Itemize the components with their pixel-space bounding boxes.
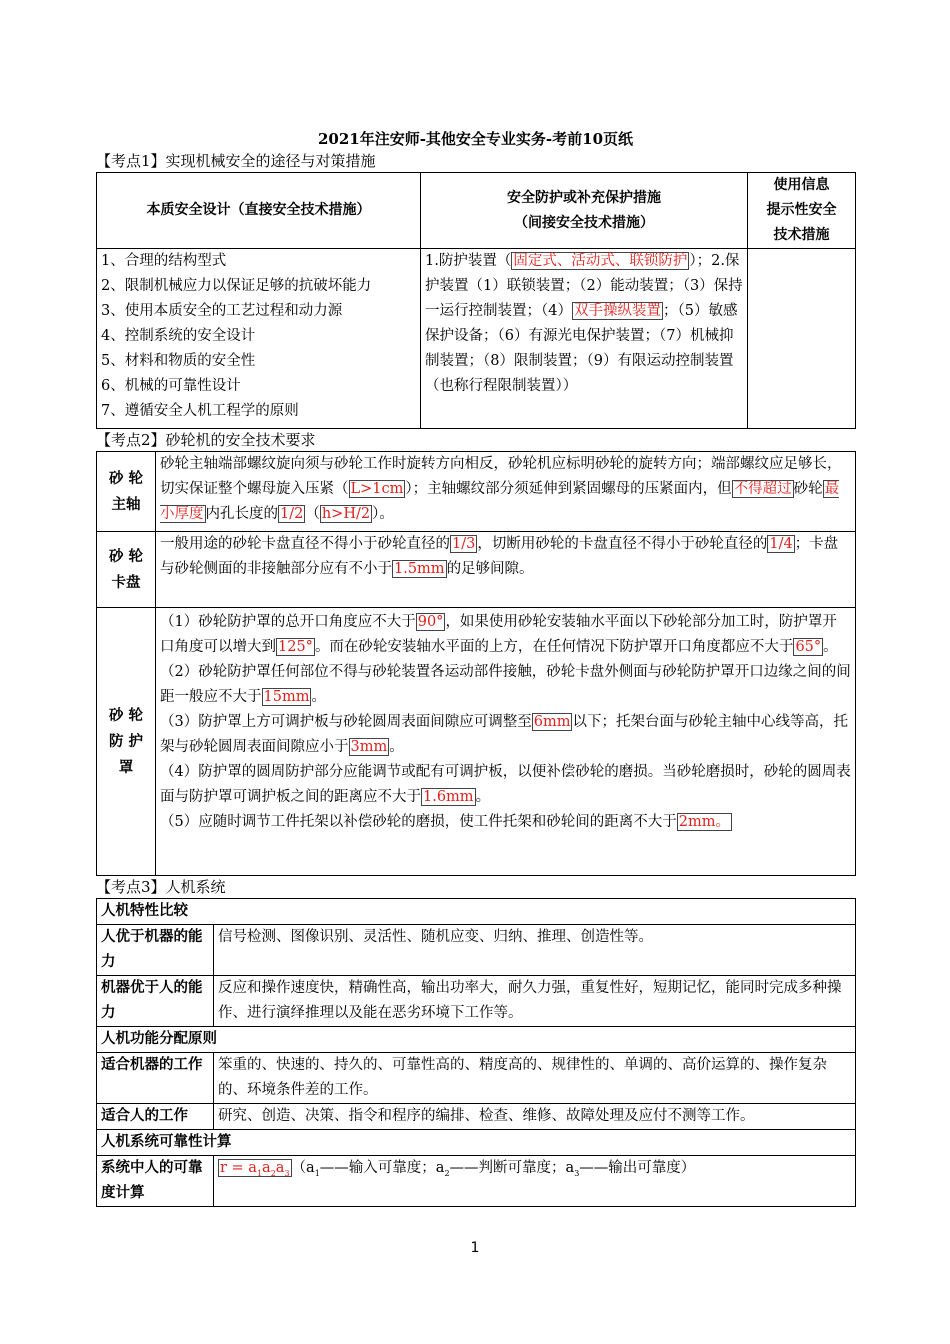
list-item: 1、合理的结构型式 (101, 253, 227, 269)
group-heading-reliability: 人机系统可靠性计算 (97, 1130, 856, 1156)
highlight: 1.6mm (423, 789, 474, 805)
mechanical-safety-table (96, 172, 856, 429)
guard-text (156, 608, 856, 876)
document-title: 2021年注安师-其他安全专业实务-考前10页纸 (317, 130, 634, 148)
machine-work-text: 笨重的、快速的、持久的、可靠性高的、精度高的、规律性的、单调的、高价运算的、操作复杂的、环境条件差的工作。 (214, 1053, 856, 1104)
guard-paragraph: （5）应随时调节工件托架以补偿砂轮的磨损，使工件托架和砂轮间的距离不大于 2mm。 (160, 814, 730, 830)
row-label-spindle: 砂 轮 主轴 (97, 452, 156, 532)
row-label-human-work: 适合人的工作 (97, 1104, 214, 1130)
highlight: 15mm (263, 689, 310, 705)
protective-measures-text: 1.防护装置（ 固定式、活动式、联锁防护 ）；2.保护装置（1）联锁装置；（2）能动装置；（3）保持一运行控制装置；（4） 双手操纵装置 ；（5）敏感保护设备；（6）有源光电保护装置；（7）机械抑制装置；（8）限制装置；（9）有限运动控制装置（也称行程限制装置）） (421, 249, 748, 429)
machine-better-text: 反应和操作速度快，精确性高，输出功率大，耐久力强，重复性好，短期记忆，能同时完成多种操作、进行演绎推理以及能在恶劣环境下工作等。 (214, 976, 856, 1027)
group-heading-allocation: 人机功能分配原则 (97, 1027, 856, 1053)
row-label-guard: 砂 轮 防 护 罩 (97, 608, 156, 876)
guard-paragraph: （3）防护罩上方可调护板与砂轮圆周表面间隙应可调整至 6mm 以下；托架台面与砂轮主轴中心线等高，托架与砂轮圆周表面间隙应小于 3mm 。 (160, 714, 848, 755)
page-number: 1 (470, 1240, 480, 1256)
highlight: 3mm (350, 739, 388, 755)
row-label-machine-work: 适合机器的工作 (97, 1053, 214, 1104)
grinder-table (96, 451, 856, 876)
section-3-heading: 【考点3】人机系统 (96, 878, 226, 896)
row-label-chuck: 砂 轮 卡盘 (97, 532, 156, 608)
highlight: 1/2 (280, 506, 304, 522)
highlight: 6mm (533, 714, 571, 730)
row-label-human-better: 人优于机器的能力 (97, 925, 214, 976)
highlight: L>1cm (350, 481, 404, 497)
highlight: 不得超过 (733, 481, 792, 497)
highlight: 65° (795, 639, 822, 655)
document-page (96, 128, 855, 1207)
reliability-formula: $r = a_1a_2a_3$ （$a_1——$输入可靠度；$a_2——$判断可靠度；$a_3——$输出可靠度） (214, 1156, 856, 1207)
row-label-reliability-calc: 系统中人的可靠度计算 (97, 1156, 214, 1207)
man-machine-table (96, 898, 856, 1207)
list-item: 4、控制系统的安全设计 (101, 328, 256, 344)
group-heading-comparison: 人机特性比较 (97, 899, 856, 925)
highlight: 最小厚度 (160, 481, 840, 522)
highlight: 125° (278, 639, 313, 655)
guard-paragraph: （1）砂轮防护罩的总开口角度应不大于 90° ，如果使用砂轮安装轴水平面以下砂轮部分加工时，防护罩开口角度可以增大到 125° 。而在砂轮安装轴水平面的上方，在任何情况下防护罩开口角度都应不大于 65° 。 (160, 614, 838, 655)
section-2-heading: 【考点2】砂轮机的安全技术要求 (96, 431, 316, 449)
row-label-machine-better: 机器优于人的能力 (97, 976, 214, 1027)
list-item: 5、材料和物质的安全性 (101, 353, 256, 369)
human-better-text: 信号检测、图像识别、灵活性、随机应变、归纳、推理、创造性等。 (214, 925, 856, 976)
list-item: 3、使用本质安全的工艺过程和动力源 (101, 303, 343, 319)
human-work-text: 研究、创造、决策、指令和程序的编排、检查、维修、故障处理及应付不测等工作。 (214, 1104, 856, 1130)
highlight: 1.5mm (394, 561, 445, 577)
list-item: 2、限制机械应力以保证足够的抗破坏能力 (101, 278, 372, 294)
info-measures-cell (748, 249, 856, 429)
highlight: 1/3 (452, 536, 476, 552)
list-item: 6、机械的可靠性设计 (101, 378, 241, 394)
highlight: 1/4 (769, 536, 793, 552)
chuck-text: 一般用途的砂轮卡盘直径不得小于砂轮直径的 1/3 ，切断用砂轮的卡盘直径不得小于砂轮直径的 1/4 ；卡盘与砂轮侧面的非接触部分应有不小于 1.5mm 的足够间隙。 (156, 532, 856, 608)
col-header-protective: 安全防护或补充保护措施 （间接安全技术措施） (421, 173, 748, 249)
col-header-intrinsic: 本质安全设计（直接安全技术措施） (97, 173, 421, 249)
formula-highlight: $r = a_1a_2a_3$ (220, 1160, 290, 1178)
guard-paragraph: （2）砂轮防护罩任何部位不得与砂轮装置各运动部件接触，砂轮卡盘外侧面与砂轮防护罩开口边缘之间的间距一般应不大于 15mm 。 (160, 664, 851, 705)
highlight: 固定式、活动式、联锁防护 (513, 253, 688, 269)
col-header-info: 使用信息 提示性安全 技术措施 (748, 173, 856, 249)
intrinsic-measures-list (97, 249, 421, 429)
highlight: 90° (417, 614, 444, 630)
guard-paragraph: （4）防护罩的圆周防护部分应能调节或配有可调护板，以便补偿砂轮的磨损。当砂轮磨损时，砂轮的圆周表面与防护罩可调护板之间的距离应不大于 1.6mm 。 (160, 764, 851, 805)
list-item: 7、遵循安全人机工程学的原则 (101, 403, 299, 419)
highlight: h>H/2 (321, 506, 371, 522)
highlight: 双手操纵装置 (573, 303, 661, 319)
section-1-heading: 【考点1】实现机械安全的途径与对策措施 (96, 152, 376, 170)
highlight: 2mm。 (678, 814, 730, 830)
spindle-text: 砂轮主轴端部螺纹旋向须与砂轮工作时旋转方向相反，砂轮机应标明砂轮的旋转方向；端部螺纹应足够长，切实保证整个螺母旋入压紧（ L>1cm ）；主轴螺纹部分须延伸到紧固螺母的压紧面内，但 不得超过 砂轮 最小厚度 内孔长度的 1/2 （ h>H/2 ）。 (156, 452, 856, 532)
